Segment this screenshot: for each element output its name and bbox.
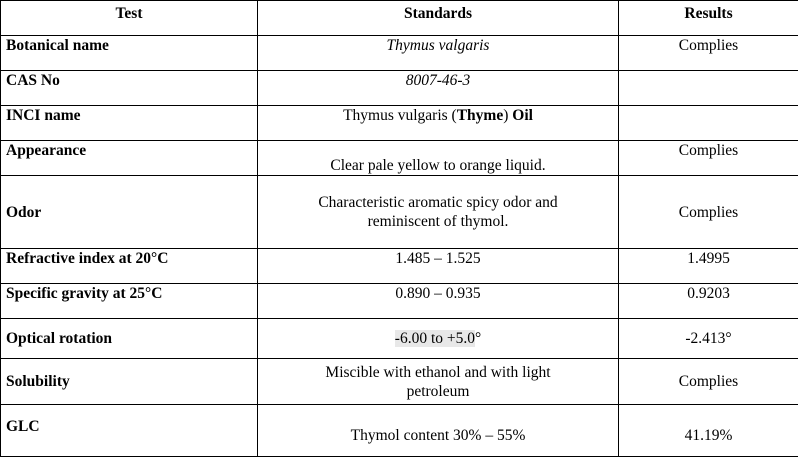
table-row [1,106,798,141]
table-header-row [1,1,798,36]
table-row [1,176,798,249]
standard-cell: 0.890 – 0.935 [258,284,619,319]
result-cell [619,106,798,141]
result-cell: Complies [619,36,798,71]
optical-degree: ° [475,330,481,347]
standard-cell: 1.485 – 1.525 [258,249,619,284]
table-row [1,359,798,405]
test-cell: Botanical name [1,36,258,71]
table-row [1,284,798,319]
table-row [1,36,798,71]
table-row [1,249,798,284]
result-cell [619,71,798,106]
inci-text-mid: ) [503,107,512,124]
standard-cell: Characteristic aromatic spicy odor and reminiscent of thymol. [258,176,619,249]
header-results: Results [619,1,798,36]
result-cell: Complies [619,141,798,176]
test-cell: Odor [1,176,258,249]
standard-cell: Thymol content 30% – 55% [258,405,619,457]
optical-range-highlight: -6.00 to +5.0 [395,330,475,347]
table-row [1,405,798,457]
test-cell: INCI name [1,106,258,141]
test-cell: GLC [1,405,258,457]
inci-text: Thymus vulgaris ( [343,107,457,124]
test-cell: CAS No [1,71,258,106]
standard-cell: Thymus valgaris [258,36,619,71]
header-standards: Standards [258,1,619,36]
inci-bold-oil: Oil [512,107,533,124]
result-cell: Complies [619,176,798,249]
test-cell: Appearance [1,141,258,176]
table-row [1,71,798,106]
standard-cell: 8007-46-3 [258,71,619,106]
table-row [1,319,798,359]
inci-bold-thyme: Thyme [457,107,504,124]
standard-cell: Miscible with ethanol and with light petroleum [258,359,619,405]
test-cell: Specific gravity at 25°C [1,284,258,319]
standard-cell [258,106,619,141]
result-cell: 0.9203 [619,284,798,319]
standard-cell [258,319,619,359]
test-cell: Refractive index at 20°C [1,249,258,284]
result-cell: 41.19% [619,405,798,457]
standard-cell: Clear pale yellow to orange liquid. [258,141,619,176]
test-cell: Optical rotation [1,319,258,359]
result-cell: -2.413° [619,319,798,359]
result-cell: 1.4995 [619,249,798,284]
result-cell: Complies [619,359,798,405]
table-row [1,141,798,176]
header-test: Test [1,1,258,36]
test-cell: Solubility [1,359,258,405]
